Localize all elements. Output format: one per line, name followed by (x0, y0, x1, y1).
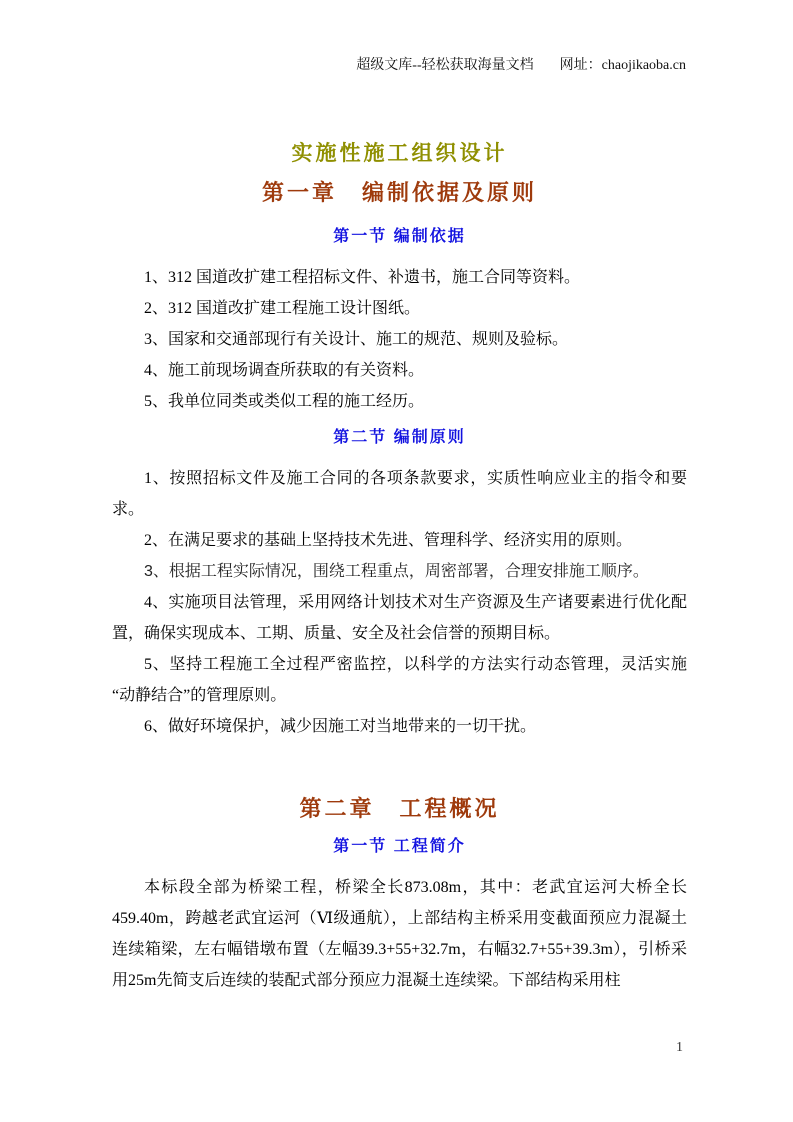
principle-item-2: 2、在满足要求的基础上坚持技术先进、管理科学、经济实用的原则。 (144, 532, 633, 549)
basis-item-1: 1、312 国道改扩建工程招标文件、补遗书，施工合同等资料。 (144, 269, 581, 286)
project-intro-paragraph: 本标段全部为桥梁工程，桥梁全长873.08m，其中：老武宜运河大桥全长459.40m，跨越老武宜运河（Ⅵ级通航），上部结构主桥采用变截面预应力混凝土连续箱梁，左右幅错墩布置（左幅39.3+55+32.7m，右幅32.7+55+39.3m），引桥采用25m先简支后连续的装配式部分预应力混凝土连续梁。下部结构采用柱 (112, 879, 687, 989)
basis-item-5: 5、我单位同类或类似工程的施工经历。 (144, 393, 425, 410)
principle-item-4: 4、实施项目法管理，采用网络计划技术对生产资源及生产诸要素进行优化配置，确保实现成本、工期、质量、安全及社会信誉的预期目标。 (112, 594, 687, 642)
basis-item-3: 3、国家和交通部现行有关设计、施工的规范、规则及验标。 (144, 331, 569, 348)
document-body (112, 140, 687, 996)
principles-list (112, 463, 687, 742)
page-number: 1 (676, 1040, 683, 1055)
basis-list (112, 262, 687, 417)
basis-item-2: 2、312 国道改扩建工程施工设计图纸。 (144, 300, 421, 317)
chapter-2-heading: 第二章 工程概况 (299, 796, 500, 821)
chapter-1-heading: 第一章 编制依据及原则 (261, 180, 537, 205)
document-title: 实施性施工组织设计 (291, 142, 508, 165)
page-header (356, 54, 686, 74)
chapter-1-section-1-heading: 第一节 编制依据 (333, 228, 466, 245)
principle-item-6: 6、做好环境保护，减少因施工对当地带来的一切干扰。 (144, 718, 537, 735)
chapter-2-section-1-heading: 第一节 工程简介 (333, 838, 466, 855)
header-site-url: 网址：chaojikaoba.cn (559, 58, 686, 73)
principle-item-3: 3、根据工程实际情况，围绕工程重点，周密部署，合理安排施工顺序。 (144, 563, 649, 580)
principle-item-5: 5、坚持工程施工全过程严密监控，以科学的方法实行动态管理，灵活实施“动静结合”的管理原则。 (112, 656, 687, 704)
header-site-name: 超级文库--轻松获取海量文档 (356, 58, 534, 73)
basis-item-4: 4、施工前现场调查所获取的有关资料。 (144, 362, 425, 379)
principle-item-1: 1、按照招标文件及施工合同的各项条款要求，实质性响应业主的指令和要求。 (112, 470, 687, 518)
chapter-1-section-2-heading: 第二节 编制原则 (333, 429, 466, 446)
